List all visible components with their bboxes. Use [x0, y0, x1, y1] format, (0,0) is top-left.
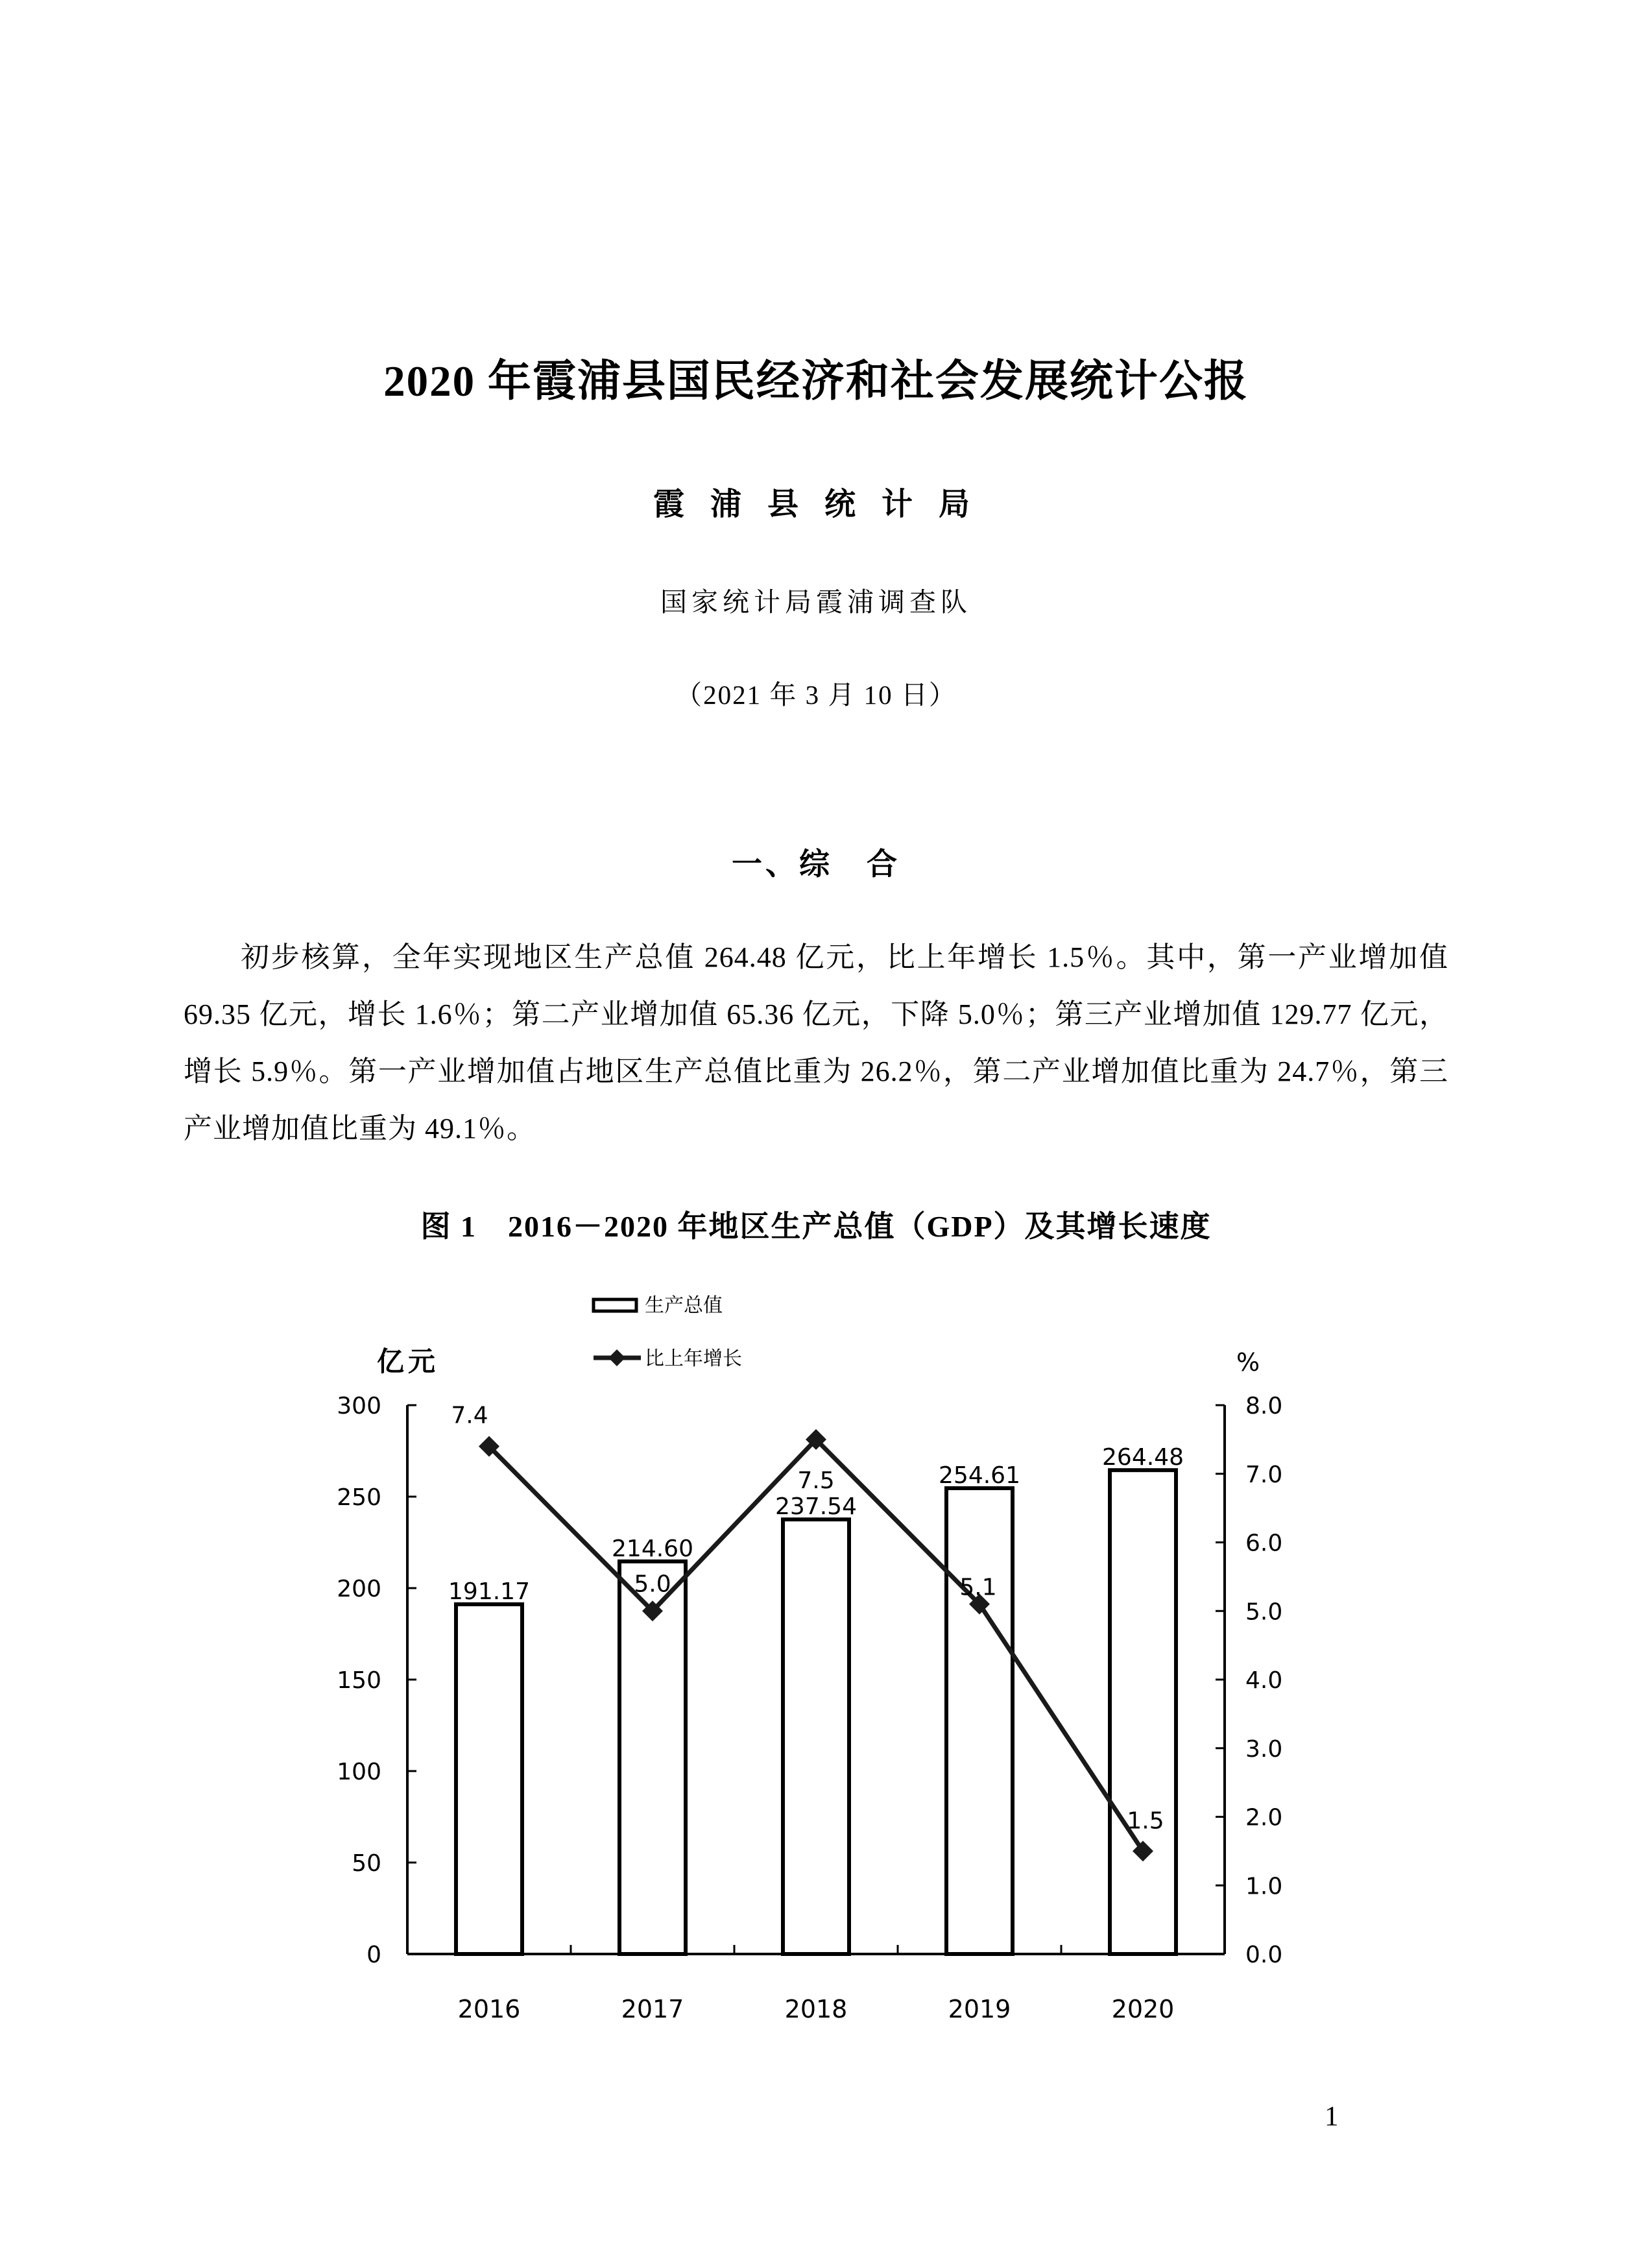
date-line: （2021 年 3 月 10 日） — [675, 679, 957, 710]
y-left-tick-label: 50 — [352, 1850, 381, 1877]
bar-2020 — [1110, 1470, 1176, 1954]
y-left-tick-label: 200 — [337, 1575, 381, 1602]
left-axis-unit-label: 亿元 — [377, 1345, 440, 1377]
y-right-tick-label: 4.0 — [1245, 1667, 1283, 1694]
y-right-tick-label: 1.0 — [1245, 1872, 1283, 1900]
growth-value-label-2018: 7.5 — [797, 1467, 835, 1494]
x-axis-label-2016: 2016 — [457, 1994, 521, 2023]
y-right-tick-label: 8.0 — [1245, 1392, 1283, 1419]
figure-caption: 图 1 2016－2020 年地区生产总值（GDP）及其增长速度 — [420, 1209, 1212, 1243]
growth-value-label-2020: 1.5 — [1127, 1807, 1164, 1835]
legend-line-marker — [608, 1349, 625, 1366]
bar-value-label-2016: 191.17 — [448, 1578, 530, 1605]
y-left-tick-label: 150 — [337, 1667, 381, 1694]
bar-value-label-2017: 214.60 — [612, 1535, 693, 1562]
bar-2018 — [783, 1519, 849, 1954]
bar-2019 — [946, 1488, 1013, 1954]
x-axis-label-2020: 2020 — [1111, 1994, 1175, 2023]
bar-value-label-2019: 254.61 — [939, 1462, 1020, 1489]
legend-line-label: 比上年增长 — [645, 1347, 742, 1370]
x-axis-label-2018: 2018 — [784, 1994, 848, 2023]
bar-value-label-2020: 264.48 — [1102, 1443, 1184, 1471]
bar-2016 — [456, 1604, 522, 1954]
y-left-tick-label: 300 — [337, 1392, 381, 1419]
gdp-chart-svg — [284, 1270, 1348, 2039]
agency-line: 国家统计局霞浦调查队 — [660, 586, 972, 617]
x-axis-label-2017: 2017 — [621, 1994, 684, 2023]
page-number: 1 — [1325, 2101, 1339, 2132]
y-right-tick-label: 2.0 — [1245, 1804, 1283, 1831]
y-right-tick-label: 3.0 — [1245, 1735, 1283, 1763]
legend-bar-swatch — [594, 1299, 636, 1311]
body-paragraph: 初步核算，全年实现地区生产总值 264.48 亿元，比上年增长 1.5％。其中，第一产业增加值 69.35 亿元，增长 1.6％；第二产业增加值 65.36 亿元，下降 5.0％；第三产业增加值 129.77 亿元，增长 5.9％。第一产业增加值占地区生产总值比重为 26.2％，第二产业增加值比重为 24.7％，第三产业增加值比重为 49.1％。 — [184, 941, 1448, 1144]
y-left-tick-label: 100 — [337, 1758, 381, 1785]
growth-value-label-2019: 5.1 — [959, 1574, 997, 1601]
legend-bar-label: 生产总值 — [645, 1294, 723, 1317]
growth-value-label-2016: 7.4 — [451, 1402, 488, 1429]
right-axis-unit-label: % — [1236, 1347, 1260, 1377]
publisher-line: 霞 浦 县 统 计 局 — [653, 487, 979, 522]
section-heading: 一、综 合 — [732, 847, 900, 882]
y-right-tick-label: 5.0 — [1245, 1598, 1283, 1625]
y-right-tick-label: 0.0 — [1245, 1941, 1283, 1968]
gdp-chart — [284, 1270, 1348, 2039]
bar-value-label-2018: 237.54 — [775, 1493, 857, 1520]
y-left-tick-label: 0 — [366, 1941, 381, 1968]
y-right-tick-label: 6.0 — [1245, 1530, 1283, 1557]
y-left-tick-label: 250 — [337, 1484, 381, 1511]
growth-value-label-2017: 5.0 — [634, 1570, 671, 1597]
page-title: 2020 年霞浦县国民经济和社会发展统计公报 — [383, 357, 1249, 405]
x-axis-label-2019: 2019 — [948, 1994, 1011, 2023]
y-right-tick-label: 7.0 — [1245, 1461, 1283, 1488]
